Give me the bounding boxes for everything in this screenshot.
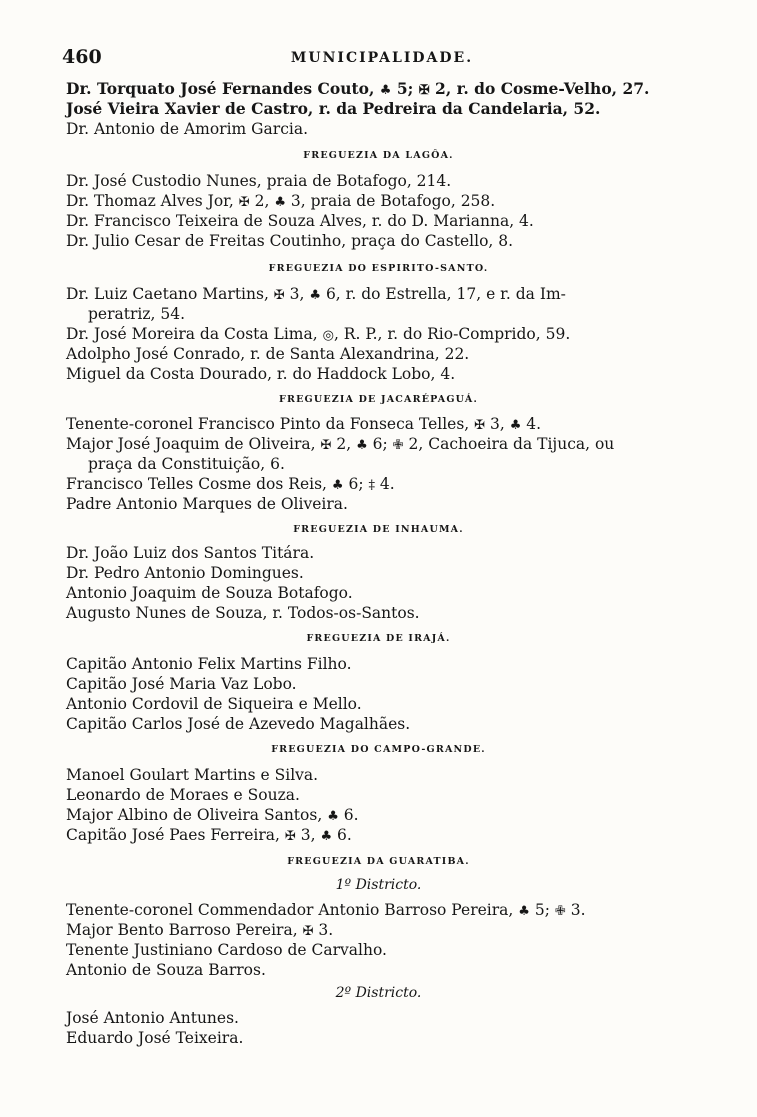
section-heading-espirito-santo: FREGUEZIA DO ESPIRITO-SANTO. (268, 263, 489, 274)
district-heading: 2º Districto. (335, 985, 422, 1001)
entry-line: José Vieira Xavier de Castro, r. da Pedreira da Candelaria, 52. (66, 99, 601, 118)
entry-line: Antonio Cordovil de Siqueira e Mello. (66, 695, 362, 713)
entry-line: Francisco Telles Cosme dos Reis, ♣ 6; ‡ 4. (66, 475, 395, 493)
entry-line: Padre Antonio Marques de Oliveira. (66, 495, 348, 513)
medal-icon: ◎ (322, 328, 334, 343)
running-title: MUNICIPALIDADE. (290, 50, 474, 66)
entry-line: Tenente-coronel Commendador Antonio Barroso Pereira, ♣ 5; ✙ 3. (66, 901, 586, 919)
entry-line: Major Bento Barroso Pereira, ✠ 3. (66, 921, 334, 939)
entry-line: Capitão Carlos José de Azevedo Magalhães. (66, 715, 411, 733)
cross-icon: ✠ (273, 288, 285, 303)
entry-line: Leonardo de Moraes e Souza. (66, 786, 300, 804)
entry-line: Dr. João Luiz dos Santos Titára. (66, 544, 315, 562)
entry-line: Miguel da Costa Dourado, r. do Haddock Lobo, 4. (66, 365, 456, 383)
rose-icon: ♣ (356, 438, 368, 453)
entry-line: Major Albino de Oliveira Santos, ♣ 6. (66, 806, 359, 824)
entry-line: Tenente-coronel Francisco Pinto da Fonseca Telles, ✠ 3, ♣ 4. (66, 415, 542, 433)
entry-line: Capitão José Paes Ferreira, ✠ 3, ♣ 6. (66, 826, 352, 844)
entry-line: Dr. José Custodio Nunes, praia de Botafogo, 214. (66, 172, 452, 190)
entry-line: Dr. Pedro Antonio Domingues. (66, 564, 304, 582)
cross-icon: ✠ (238, 195, 250, 210)
entry-line: Dr. Julio Cesar de Freitas Coutinho, praça do Castello, 8. (66, 232, 514, 250)
entry-line: Dr. Francisco Teixeira de Souza Alves, r. do D. Marianna, 4. (66, 212, 534, 230)
page-number: 460 (62, 46, 102, 68)
section-heading-jacarepagua: FREGUEZIA DE JACARÉPAGUÁ. (279, 394, 478, 405)
section-heading-lagoa: FREGUEZIA DA LAGÔA. (303, 150, 454, 161)
entry-line-continuation: praça da Constituição, 6. (88, 455, 285, 473)
entry-line: Capitão Antonio Felix Martins Filho. (66, 655, 352, 673)
section-heading-inhauma: FREGUEZIA DE INHAUMA. (293, 524, 464, 535)
entry-line: Eduardo José Teixeira. (66, 1029, 244, 1047)
rose-icon: ♣ (379, 83, 392, 98)
section-heading-campo-grande: FREGUEZIA DO CAMPO-GRANDE. (271, 744, 486, 755)
entry-line: Antonio Joaquim de Souza Botafogo. (66, 584, 353, 602)
rose-icon: ♣ (309, 288, 322, 303)
cross-icon: ✠ (474, 418, 486, 433)
section-heading-guaratiba: FREGUEZIA DA GUARATIBA. (287, 856, 470, 867)
entry-line: Adolpho José Conrado, r. de Santa Alexandrina, 22. (66, 345, 470, 363)
page-header (62, 46, 702, 68)
christ-cross-icon: ✙ (392, 438, 404, 453)
section-heading-iraja: FREGUEZIA DE IRAJÁ. (306, 633, 451, 644)
entry-line: Tenente Justiniano Cardoso de Carvalho. (66, 941, 387, 959)
entry-line: Augusto Nunes de Souza, r. Todos-os-Santos. (66, 604, 420, 622)
entry-line: Antonio de Souza Barros. (66, 961, 266, 979)
entry-line: Dr. José Moreira da Costa Lima, ◎, R. P., r. do Rio-Comprido, 59. (66, 325, 571, 343)
entry-line: Manoel Goulart Martins e Silva. (66, 766, 319, 784)
rose-icon: ♣ (327, 809, 339, 824)
rose-icon: ♣ (320, 829, 333, 844)
rose-icon: ♣ (509, 418, 522, 433)
rose-icon: ♣ (274, 195, 286, 210)
dagger-icon: ‡ (368, 478, 375, 493)
entry-line: José Antonio Antunes. (66, 1009, 239, 1027)
cross-icon: ✠ (418, 83, 430, 98)
entry-line: Dr. Luiz Caetano Martins, ✠ 3, ♣ 6, r. do Estrella, 17, e r. da Im- (66, 285, 566, 303)
entry-line: Major José Joaquim de Oliveira, ✠ 2, ♣ 6; ✙ 2, Cachoeira da Tijuca, ou (66, 435, 615, 453)
cross-icon: ✠ (320, 438, 332, 453)
rose-icon: ♣ (518, 904, 530, 919)
entry-line: Capitão José Maria Vaz Lobo. (66, 675, 297, 693)
district-heading: 1º Districto. (335, 877, 422, 893)
entry-line-continuation: peratriz, 54. (88, 305, 186, 323)
entry-line: Dr. Thomaz Alves Jor, ✠ 2, ♣ 3, praia de Botafogo, 258. (66, 192, 496, 210)
christ-cross-icon: ✙ (554, 904, 566, 919)
entry-line: Dr. Torquato José Fernandes Couto, ♣ 5; ✠ 2, r. do Cosme-Velho, 27. (66, 79, 650, 98)
rose-icon: ♣ (331, 478, 344, 493)
entry-line: Dr. Antonio de Amorim Garcia. (66, 120, 308, 138)
cross-icon: ✠ (284, 829, 296, 844)
cross-icon: ✠ (302, 924, 314, 939)
